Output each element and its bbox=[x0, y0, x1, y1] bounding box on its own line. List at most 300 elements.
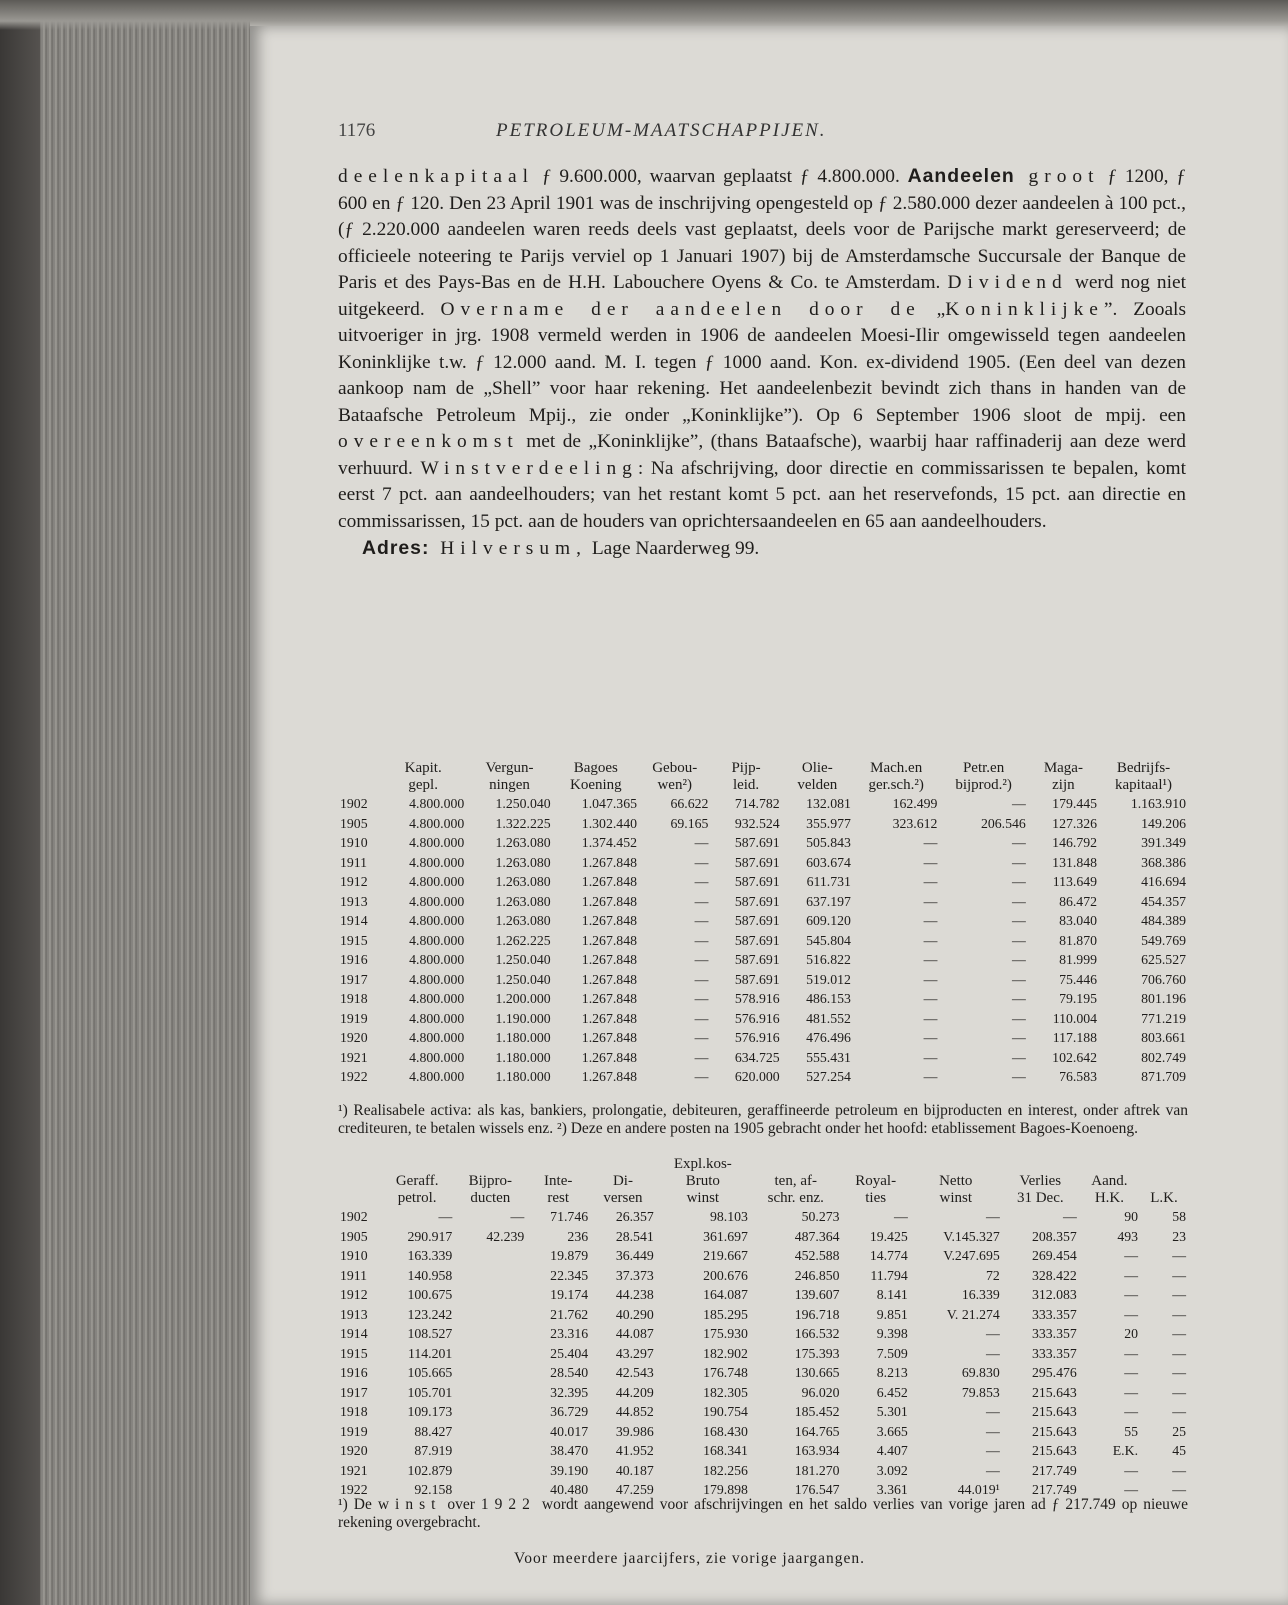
value-cell: — bbox=[923, 1069, 938, 1084]
value-cell: 86.472 bbox=[1059, 893, 1098, 909]
column-header bbox=[338, 1156, 380, 1173]
column-header: Olie- bbox=[801, 760, 833, 776]
heading-aandeelen: Aandeelen bbox=[907, 165, 1015, 187]
table-row bbox=[338, 1402, 1188, 1422]
value-cell: 39.190 bbox=[550, 1462, 589, 1478]
value-cell: 637.197 bbox=[806, 893, 851, 909]
value-cell: 486.153 bbox=[806, 991, 851, 1006]
value-cell: — bbox=[985, 1462, 1000, 1478]
value-cell: 37.373 bbox=[615, 1267, 654, 1283]
value-cell: 108.527 bbox=[407, 1326, 453, 1341]
value-cell: — bbox=[893, 1209, 908, 1224]
value-cell: 1.267.848 bbox=[581, 913, 637, 928]
value-cell bbox=[454, 1285, 526, 1305]
value-cell: 803.661 bbox=[1141, 1030, 1186, 1045]
value-cell: 555.431 bbox=[806, 1049, 851, 1065]
value-cell: 4.800.000 bbox=[409, 1030, 465, 1045]
value-cell: — bbox=[923, 971, 938, 987]
table-row bbox=[338, 1422, 1188, 1442]
value-cell: 146.792 bbox=[1052, 835, 1098, 850]
value-cell: — bbox=[923, 991, 938, 1006]
value-cell: 1.200.000 bbox=[495, 991, 551, 1006]
value-cell: 549.769 bbox=[1141, 932, 1186, 948]
value-cell: 127.326 bbox=[1052, 815, 1098, 831]
column-header: Bijpro- bbox=[468, 1173, 512, 1189]
value-cell: 113.649 bbox=[1052, 874, 1098, 889]
column-header: velden bbox=[797, 777, 838, 793]
value-cell: 40.187 bbox=[615, 1462, 654, 1478]
year-cell: 1921 bbox=[340, 1049, 368, 1065]
value-cell bbox=[454, 1305, 526, 1325]
value-cell: 23.316 bbox=[550, 1326, 589, 1341]
value-cell: — bbox=[923, 854, 938, 870]
value-cell: — bbox=[694, 952, 709, 967]
value-cell: 32.395 bbox=[550, 1384, 589, 1400]
text-segment: ƒ 1200, ƒ 600 en ƒ 120. Den 23 April 1901 was de inschrijving opengesteld op ƒ 2.580.000 dezer aandeelen à 100 pct., (ƒ 2.220.000 aandeelen waren reeds deels vast geplaatst, deels voor de Parijsche markt gereserveerd; de officieele noteering te Parijs verviel op 1 Januari 1907) bij de Amsterdamsche Succursale der Banque de Paris et des Pays-Bas en de H.H. Labouchere Oyens & Co. te Amsterdam. bbox=[338, 166, 1187, 293]
value-cell: 3.361 bbox=[876, 1482, 908, 1497]
value-cell: — bbox=[1124, 1462, 1139, 1478]
value-cell: — bbox=[694, 932, 709, 948]
value-cell: 4.800.000 bbox=[409, 1010, 465, 1026]
value-cell: 40.290 bbox=[615, 1306, 654, 1322]
table-row bbox=[338, 814, 1188, 834]
value-cell: 140.958 bbox=[407, 1267, 453, 1283]
value-cell: 81.870 bbox=[1059, 932, 1098, 948]
value-cell: — bbox=[985, 1326, 1000, 1341]
value-cell: — bbox=[985, 1404, 1000, 1419]
value-cell: — bbox=[923, 952, 938, 967]
value-cell: 19.879 bbox=[550, 1248, 589, 1263]
column-header: H.K. bbox=[1094, 1190, 1124, 1206]
value-cell: — bbox=[694, 893, 709, 909]
value-cell: 1.163.910 bbox=[1130, 796, 1186, 811]
page-number: 1176 bbox=[338, 120, 376, 141]
value-cell: — bbox=[1172, 1482, 1186, 1497]
value-cell: 545.804 bbox=[806, 932, 851, 948]
value-cell: 185.295 bbox=[703, 1306, 748, 1322]
value-cell: — bbox=[1011, 893, 1026, 909]
value-cell: 801.196 bbox=[1141, 991, 1186, 1006]
column-header: Bedrijfs- bbox=[1116, 760, 1171, 776]
value-cell: 9.398 bbox=[876, 1326, 908, 1341]
table-row bbox=[338, 989, 1188, 1009]
year-cell: 1911 bbox=[340, 1267, 368, 1283]
table-row bbox=[338, 833, 1188, 853]
value-cell: 23 bbox=[1172, 1228, 1186, 1244]
profit-table bbox=[338, 1156, 1188, 1500]
value-cell: 20 bbox=[1124, 1326, 1139, 1341]
value-cell: 75.446 bbox=[1059, 971, 1098, 987]
value-cell: 1.180.000 bbox=[495, 1069, 551, 1084]
value-cell: 163.339 bbox=[407, 1248, 453, 1263]
table-row bbox=[338, 931, 1188, 951]
value-cell: 333.357 bbox=[1031, 1345, 1077, 1361]
value-cell: 4.800.000 bbox=[409, 893, 465, 909]
table-row bbox=[338, 1441, 1188, 1461]
value-cell: V. 21.274 bbox=[946, 1306, 1000, 1322]
value-cell: 215.643 bbox=[1031, 1384, 1077, 1400]
column-header: versen bbox=[603, 1190, 643, 1206]
value-cell: 452.588 bbox=[794, 1248, 840, 1263]
column-header: zijn bbox=[1052, 777, 1075, 793]
value-cell bbox=[454, 1266, 526, 1286]
value-cell: 1.190.000 bbox=[495, 1010, 551, 1026]
value-cell: 179.445 bbox=[1052, 796, 1098, 811]
value-cell: 105.665 bbox=[407, 1365, 453, 1380]
value-cell: 79.853 bbox=[961, 1384, 1000, 1400]
column-header: bijprod.²) bbox=[955, 777, 1012, 793]
value-cell: — bbox=[694, 854, 709, 870]
year-cell: 1912 bbox=[340, 1287, 368, 1302]
value-cell: — bbox=[1172, 1306, 1186, 1322]
value-cell: 269.454 bbox=[1031, 1248, 1077, 1263]
table-row bbox=[338, 853, 1188, 873]
column-header bbox=[338, 777, 380, 794]
year-cell: 1917 bbox=[340, 1384, 368, 1400]
value-cell: — bbox=[923, 913, 938, 928]
value-cell: 69.165 bbox=[670, 815, 709, 831]
column-header: 31 Dec. bbox=[1016, 1190, 1064, 1206]
value-cell: 505.843 bbox=[806, 835, 851, 850]
value-cell: 706.760 bbox=[1141, 971, 1186, 987]
column-header: ger.sch.²) bbox=[868, 777, 924, 793]
value-cell: 1.267.848 bbox=[581, 854, 637, 870]
value-cell: 578.916 bbox=[734, 991, 780, 1006]
value-cell: 1.322.225 bbox=[495, 815, 551, 831]
year-cell: 1915 bbox=[340, 932, 368, 948]
value-cell: 1.267.848 bbox=[581, 874, 637, 889]
year-cell: 1912 bbox=[340, 874, 368, 889]
value-cell: 333.357 bbox=[1031, 1306, 1077, 1322]
value-cell: 182.902 bbox=[703, 1345, 748, 1361]
column-header: rest bbox=[547, 1190, 570, 1206]
value-cell: 90 bbox=[1124, 1209, 1139, 1224]
year-cell: 1905 bbox=[340, 1228, 368, 1244]
value-cell: 1.047.365 bbox=[581, 796, 637, 811]
value-cell: 131.848 bbox=[1052, 854, 1098, 870]
value-cell: 109.173 bbox=[407, 1404, 453, 1419]
value-cell: — bbox=[1011, 796, 1026, 811]
value-cell: 476.496 bbox=[806, 1030, 851, 1045]
value-cell: 88.427 bbox=[414, 1423, 453, 1439]
value-cell: 44.238 bbox=[615, 1287, 654, 1302]
text-segment: ”. Zooals uitvoeriger in jrg. 1908 vermeld werden in 1906 de aandeelen Moesi-Ilir omgewisseld tegen aandeelen Koninklijke t.w. ƒ 12.000 aand. M. I. tegen ƒ 1000 aand. Kon. ex-dividend 1905. (Een deel van dezen aankoop nam de „Shell” voor haar rekening. Het aandeelenbezit bevindt zich thans in handen van de Bataafsche Petroleum Mpij., zie onder „Koninklijke”). Op 6 September 1906 sloot de mpij. een bbox=[338, 298, 1186, 426]
table-row bbox=[338, 1344, 1188, 1364]
value-cell: 4.800.000 bbox=[409, 932, 465, 948]
value-cell: 117.188 bbox=[1052, 1030, 1098, 1045]
value-cell: — bbox=[1124, 1248, 1139, 1263]
table-row bbox=[338, 1363, 1188, 1383]
table-row bbox=[338, 1028, 1188, 1048]
value-cell: — bbox=[1172, 1326, 1186, 1341]
value-cell: 519.012 bbox=[806, 971, 851, 987]
value-cell: 217.749 bbox=[1031, 1462, 1077, 1478]
value-cell: — bbox=[1011, 854, 1026, 870]
value-cell: 21.762 bbox=[550, 1306, 589, 1322]
value-cell: — bbox=[1172, 1267, 1186, 1283]
year-cell: 1913 bbox=[340, 1306, 368, 1322]
column-header: Koening bbox=[569, 777, 622, 793]
column-header bbox=[910, 1156, 1002, 1173]
value-cell: 4.800.000 bbox=[409, 796, 465, 811]
value-cell: — bbox=[1011, 874, 1026, 889]
column-header: ningen bbox=[489, 777, 530, 793]
value-cell: 4.800.000 bbox=[409, 874, 465, 889]
table-header-row bbox=[338, 1156, 1188, 1173]
column-header bbox=[338, 1173, 380, 1190]
value-cell: 587.691 bbox=[734, 971, 780, 987]
value-cell: 163.934 bbox=[794, 1443, 840, 1458]
value-cell: 391.349 bbox=[1141, 835, 1186, 850]
value-cell: 625.527 bbox=[1141, 952, 1186, 967]
column-header: winst bbox=[686, 1190, 720, 1206]
value-cell: — bbox=[985, 1345, 1000, 1361]
column-header: Di- bbox=[612, 1173, 633, 1189]
value-cell: 41.952 bbox=[615, 1443, 654, 1458]
year-cell: 1905 bbox=[340, 815, 368, 831]
value-cell: 25.404 bbox=[550, 1345, 589, 1361]
value-cell: 802.749 bbox=[1141, 1049, 1186, 1065]
value-cell: 1.250.040 bbox=[495, 971, 551, 987]
value-cell: — bbox=[985, 1423, 1000, 1439]
value-cell: 620.000 bbox=[734, 1069, 780, 1084]
value-cell: — bbox=[1124, 1287, 1139, 1302]
value-cell: — bbox=[985, 1209, 1000, 1224]
year-cell: 1916 bbox=[340, 1365, 368, 1380]
value-cell: 28.540 bbox=[550, 1365, 589, 1380]
value-cell: 1.263.080 bbox=[495, 854, 551, 870]
value-cell: 587.691 bbox=[734, 854, 780, 870]
value-cell: 66.622 bbox=[670, 796, 709, 811]
address-label: Adres: bbox=[362, 537, 430, 559]
column-header: Expl.kos- bbox=[673, 1156, 732, 1172]
value-cell: 42.543 bbox=[615, 1365, 654, 1380]
value-cell: — bbox=[1063, 1209, 1077, 1224]
value-cell: — bbox=[1172, 1404, 1186, 1419]
value-cell: 44.019¹ bbox=[957, 1482, 1000, 1497]
value-cell: 1.180.000 bbox=[495, 1030, 551, 1045]
value-cell: 493 bbox=[1117, 1228, 1139, 1244]
body-text bbox=[338, 163, 1186, 563]
value-cell: — bbox=[694, 1010, 709, 1026]
value-cell: 217.749 bbox=[1031, 1482, 1077, 1497]
value-cell: — bbox=[923, 874, 938, 889]
value-cell: 527.254 bbox=[806, 1069, 851, 1084]
value-cell: 9.851 bbox=[876, 1306, 908, 1322]
value-cell: 1.267.848 bbox=[581, 1069, 637, 1084]
value-cell: 44.852 bbox=[615, 1404, 654, 1419]
value-cell: 55 bbox=[1124, 1423, 1139, 1439]
value-cell: 166.532 bbox=[794, 1326, 840, 1341]
value-cell bbox=[454, 1344, 526, 1364]
value-cell bbox=[454, 1324, 526, 1344]
page-title: PETROLEUM-MAATSCHAPPIJEN. bbox=[496, 120, 827, 141]
value-cell: 164.087 bbox=[703, 1287, 748, 1302]
value-cell: — bbox=[1011, 913, 1026, 928]
column-header: L.K. bbox=[1150, 1190, 1178, 1206]
table-row bbox=[338, 1246, 1188, 1266]
value-cell: — bbox=[1124, 1404, 1139, 1419]
value-cell: 634.725 bbox=[734, 1049, 780, 1065]
term-winstverdeeling: Winstverdeeling bbox=[420, 457, 638, 479]
value-cell bbox=[454, 1402, 526, 1422]
value-cell: 40.480 bbox=[550, 1482, 589, 1497]
value-cell: — bbox=[1011, 932, 1026, 948]
column-header: wen²) bbox=[657, 777, 692, 793]
value-cell: 609.120 bbox=[806, 913, 851, 928]
value-cell: 1.180.000 bbox=[495, 1049, 551, 1065]
table-row bbox=[338, 892, 1188, 912]
value-cell: 1.250.040 bbox=[495, 952, 551, 967]
year-cell: 1914 bbox=[340, 1326, 368, 1341]
note-text: over bbox=[441, 1496, 481, 1513]
table-row bbox=[338, 950, 1188, 970]
column-header: ten, af- bbox=[774, 1173, 817, 1189]
value-cell: 139.607 bbox=[794, 1287, 840, 1302]
value-cell: 312.083 bbox=[1031, 1287, 1077, 1302]
column-header bbox=[526, 1156, 590, 1173]
value-cell: 7.509 bbox=[876, 1345, 908, 1361]
value-cell: 328.422 bbox=[1031, 1267, 1077, 1283]
value-cell: 11.794 bbox=[870, 1267, 908, 1283]
table-row bbox=[338, 1266, 1188, 1286]
value-cell bbox=[454, 1363, 526, 1383]
column-header: ties bbox=[865, 1190, 887, 1206]
value-cell: 576.916 bbox=[734, 1010, 780, 1026]
value-cell: 50.273 bbox=[801, 1209, 840, 1224]
value-cell: 576.916 bbox=[734, 1030, 780, 1045]
value-cell: 236 bbox=[567, 1228, 589, 1244]
value-cell: 182.305 bbox=[703, 1384, 748, 1400]
column-header: schr. enz. bbox=[767, 1190, 824, 1206]
value-cell: 4.800.000 bbox=[409, 835, 465, 850]
year-cell: 1913 bbox=[340, 893, 368, 909]
term-deelenkapitaal: deelenkapitaal bbox=[338, 166, 534, 187]
value-cell: 4.800.000 bbox=[409, 854, 465, 870]
value-cell: 181.270 bbox=[794, 1462, 840, 1478]
column-header: Verlies bbox=[1019, 1173, 1062, 1189]
value-cell: 215.643 bbox=[1031, 1423, 1077, 1439]
value-cell: 47.259 bbox=[615, 1482, 654, 1497]
value-cell: 38.470 bbox=[550, 1443, 589, 1458]
value-cell: 185.452 bbox=[794, 1404, 840, 1419]
value-cell: 1.263.080 bbox=[495, 874, 551, 889]
column-header bbox=[750, 1156, 842, 1173]
column-header: Inte- bbox=[544, 1173, 573, 1189]
table-header-row bbox=[338, 1173, 1188, 1190]
value-cell: 19.174 bbox=[550, 1287, 589, 1302]
value-cell: 19.425 bbox=[869, 1228, 908, 1244]
value-cell: V.247.695 bbox=[943, 1248, 1000, 1263]
value-cell: 4.800.000 bbox=[409, 1069, 465, 1084]
value-cell: 587.691 bbox=[734, 932, 780, 948]
value-cell: 87.919 bbox=[414, 1443, 453, 1458]
text-segment: ƒ 9.600.000, waarvan geplaatst ƒ 4.800.000. bbox=[533, 166, 908, 187]
value-cell: — bbox=[1124, 1482, 1139, 1497]
table-row bbox=[338, 1048, 1188, 1068]
value-cell: 16.339 bbox=[961, 1287, 1000, 1302]
address-city: Hilversum, bbox=[429, 538, 587, 559]
year-cell: 1902 bbox=[340, 796, 368, 811]
value-cell: 3.092 bbox=[876, 1462, 908, 1478]
value-cell: 1.263.080 bbox=[495, 893, 551, 909]
value-cell: 4.800.000 bbox=[409, 971, 465, 987]
table-row bbox=[338, 1067, 1188, 1087]
value-cell: 361.697 bbox=[703, 1228, 748, 1244]
value-cell: 323.612 bbox=[892, 815, 938, 831]
value-cell: 5.301 bbox=[876, 1404, 908, 1419]
value-cell: — bbox=[1124, 1345, 1139, 1361]
value-cell: 105.701 bbox=[407, 1384, 453, 1400]
value-cell: 611.731 bbox=[806, 874, 851, 889]
value-cell: 368.386 bbox=[1141, 854, 1186, 870]
value-cell: — bbox=[923, 932, 938, 948]
value-cell: — bbox=[1011, 835, 1026, 850]
value-cell: 516.822 bbox=[806, 952, 851, 967]
value-cell: 1.267.848 bbox=[581, 971, 637, 987]
value-cell: — bbox=[1011, 1069, 1026, 1084]
value-cell: 132.081 bbox=[806, 796, 851, 811]
value-cell: 36.729 bbox=[550, 1404, 589, 1419]
column-header bbox=[454, 1156, 526, 1173]
value-cell: 81.999 bbox=[1059, 952, 1098, 967]
column-header bbox=[842, 1156, 910, 1173]
value-cell: 114.201 bbox=[407, 1345, 453, 1361]
value-cell: V.145.327 bbox=[943, 1228, 1000, 1244]
value-cell: 1.267.848 bbox=[581, 932, 637, 948]
text-segment: met de „Koninklijke”, (thans Bataafsche), waarbij haar raffinaderij aan deze werd verhuurd. bbox=[338, 431, 1186, 479]
value-cell: 175.930 bbox=[703, 1326, 748, 1341]
year-cell: 1910 bbox=[340, 835, 368, 850]
column-header: Vergun- bbox=[485, 760, 534, 776]
value-cell: 44.209 bbox=[615, 1384, 654, 1400]
value-cell: 26.357 bbox=[615, 1209, 654, 1224]
table-row bbox=[338, 1207, 1188, 1227]
term-groot: groot bbox=[1014, 166, 1100, 187]
value-cell: 4.800.000 bbox=[409, 991, 465, 1006]
value-cell bbox=[454, 1461, 526, 1481]
value-cell: — bbox=[1011, 1049, 1026, 1065]
value-cell: 14.774 bbox=[869, 1248, 908, 1263]
balance-table bbox=[338, 760, 1188, 1087]
value-cell: 102.642 bbox=[1052, 1049, 1098, 1065]
year-cell: 1920 bbox=[340, 1443, 368, 1458]
table-header-row bbox=[338, 760, 1188, 777]
table-header-row bbox=[338, 1190, 1188, 1207]
year-cell: 1922 bbox=[340, 1069, 368, 1084]
value-cell: 110.004 bbox=[1052, 1010, 1098, 1026]
value-cell: 100.675 bbox=[407, 1287, 453, 1302]
value-cell: — bbox=[1124, 1384, 1139, 1400]
column-header: Royal- bbox=[855, 1173, 897, 1189]
text-segment: „ bbox=[920, 298, 946, 320]
value-cell: — bbox=[923, 1030, 938, 1045]
value-cell: — bbox=[438, 1209, 453, 1224]
column-header: ducten bbox=[470, 1190, 511, 1206]
value-cell: 79.195 bbox=[1059, 991, 1098, 1006]
value-cell: 3.665 bbox=[876, 1423, 908, 1439]
table-row bbox=[338, 794, 1188, 814]
value-cell: 164.765 bbox=[794, 1423, 840, 1439]
value-cell: 355.977 bbox=[806, 815, 851, 831]
table-row bbox=[338, 1009, 1188, 1029]
value-cell: 96.020 bbox=[801, 1384, 840, 1400]
value-cell: — bbox=[694, 1030, 709, 1045]
value-cell: 481.552 bbox=[806, 1010, 851, 1026]
value-cell bbox=[454, 1383, 526, 1403]
address-street: Lage Naarderweg 99. bbox=[586, 538, 760, 559]
value-cell: 43.297 bbox=[615, 1345, 654, 1361]
